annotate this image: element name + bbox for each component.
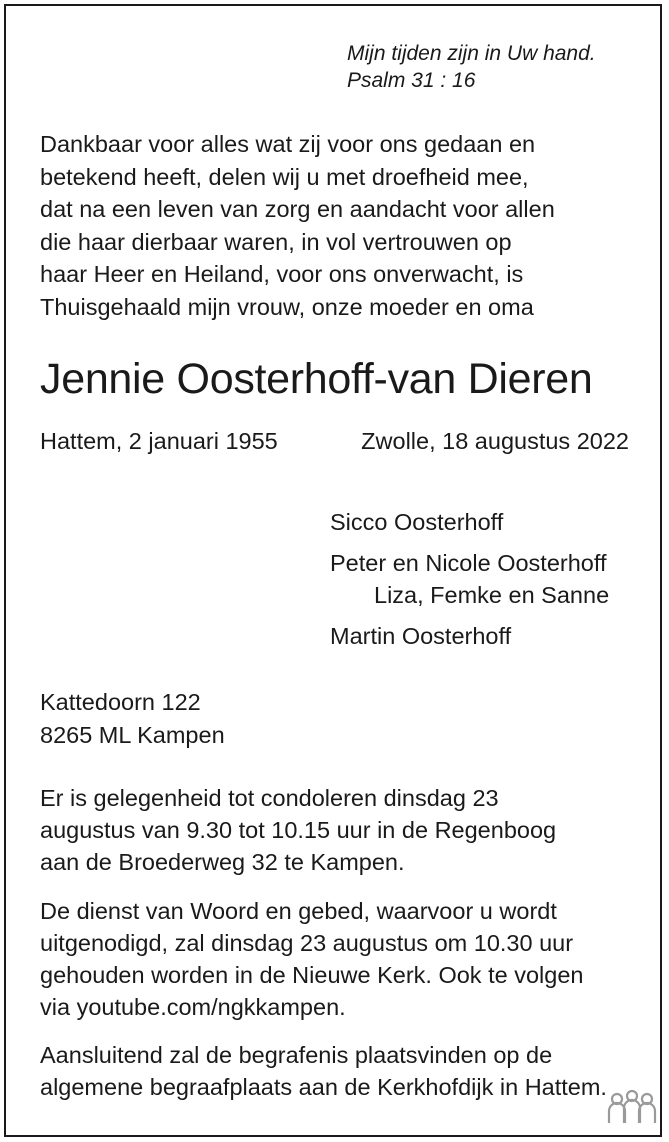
bible-verse xyxy=(347,40,596,94)
people-group-icon xyxy=(606,1089,658,1129)
service-line: uitgenodigd, zal dinsdag 23 augustus om 10.30 uur xyxy=(40,930,574,956)
deceased-name: Jennie Oosterhoff-van Dieren xyxy=(40,355,593,403)
family-grandchildren: Liza, Femke en Sanne xyxy=(374,582,610,608)
death-info: Zwolle, 18 augustus 2022 xyxy=(361,428,629,454)
condolence-line: Er is gelegenheid tot condoleren dinsdag 23 xyxy=(40,785,499,811)
service-info xyxy=(40,895,583,1023)
service-line: via youtube.com/ngkkampen. xyxy=(40,994,346,1020)
family-child: Martin Oosterhoff xyxy=(330,623,512,649)
condolence-info xyxy=(40,782,556,878)
birth-info: Hattem, 2 januari 1955 xyxy=(40,428,278,454)
intro-line: Dankbaar voor alles wat zij voor ons gedaan en xyxy=(40,131,536,157)
intro-line: Thuisgehaald mijn vrouw, onze moeder en oma xyxy=(40,293,534,320)
burial-info xyxy=(40,1039,607,1103)
intro-line: die haar dierbaar waren, in vol vertrouwen op xyxy=(40,228,512,255)
condolence-line: augustus van 9.30 tot 10.15 uur in de Regenboog xyxy=(40,817,557,843)
service-line: De dienst van Woord en gebed, waarvoor u wordt xyxy=(40,898,557,924)
address-street: Kattedoorn 122 xyxy=(40,689,201,715)
condolence-line: aan de Broederweg 32 te Kampen. xyxy=(40,849,405,875)
burial-line: algemene begraafplaats aan de Kerkhofdijk in Hattem. xyxy=(40,1074,607,1100)
verse-reference: Psalm 31 : 16 xyxy=(347,69,476,92)
intro-line: dat na een leven van zorg en aandacht voor allen xyxy=(40,196,555,222)
intro-line: betekend heeft, delen wij u met droefheid mee, xyxy=(40,163,529,190)
verse-line: Mijn tijden zijn in Uw hand. xyxy=(347,42,596,65)
correspondence-address xyxy=(40,686,225,751)
intro-text xyxy=(40,128,555,323)
family-child: Peter en Nicole Oosterhoff xyxy=(330,550,607,576)
service-line: gehouden worden in de Nieuwe Kerk. Ook te volgen xyxy=(40,962,584,988)
address-city: 8265 ML Kampen xyxy=(40,721,225,748)
family-spouse: Sicco Oosterhoff xyxy=(330,509,504,535)
intro-line: haar Heer en Heiland, voor ons onverwacht, is xyxy=(40,261,524,287)
burial-line: Aansluitend zal de begrafenis plaatsvinden op de xyxy=(40,1042,553,1068)
